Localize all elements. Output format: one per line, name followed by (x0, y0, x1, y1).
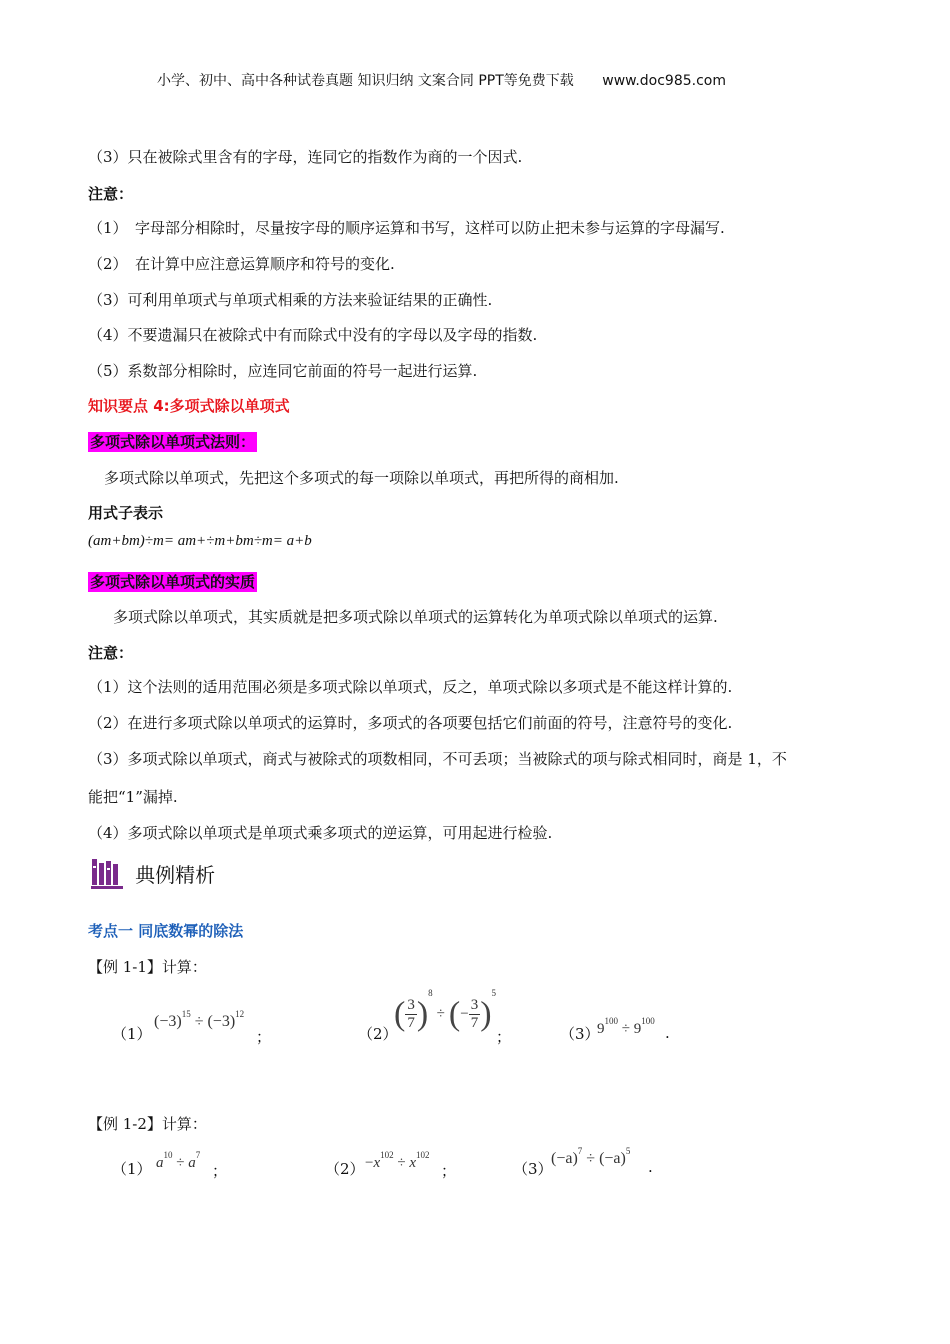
kaodian-1-title: 考点一 同底数幂的除法 (88, 922, 244, 940)
section-title: 典例精析 (135, 862, 216, 887)
point-3: （3）只在被除式里含有的字母，连同它的指数作为商的一个因式. (88, 148, 523, 166)
note2-item: （4）多项式除以单项式是单项式乘多项式的逆运算，可用起进行检验. (88, 824, 553, 842)
exponent: 7 (577, 1146, 583, 1156)
ex2-expr-3: $(-a)^7 \div (-a)^5$ (551, 1146, 631, 1167)
exponent: 12 (235, 1009, 245, 1019)
note1-item: （4）不要遗漏只在被除式中有而除式中没有的字母以及字母的指数. (88, 326, 538, 344)
separator: ； (496, 1028, 512, 1046)
example-1-1-label: 【例 1-1】计算： (88, 958, 207, 976)
note2-title: 注意： (88, 644, 134, 662)
ex1-expr-1 (154, 1009, 244, 1031)
ex2-index-2: （2） (325, 1160, 365, 1178)
note2-item: 能把“1”漏掉. (88, 788, 178, 806)
exponent: 102 (416, 1150, 430, 1160)
exponent: 15 (181, 1009, 191, 1019)
note1-item: （2） 在计算中应注意运算顺序和符号的变化. (88, 255, 395, 273)
header-site: www.doc985.com (602, 73, 726, 89)
rule-label-text: 多项式除以单项式法则： (90, 433, 256, 451)
separator: ； (256, 1028, 272, 1046)
header-text: 小学、初中、高中各种试卷真题 知识归纳 文案合同 PPT等免费下载 (157, 73, 574, 89)
divide-sign: ÷ (194, 1013, 204, 1030)
books-icon (90, 856, 126, 890)
ex2-index-1: （1） (112, 1160, 152, 1178)
rule-label (88, 431, 257, 452)
ex1-expr-2: ( $\frac{3}{7}$ )$^8$ ÷ (− $\frac{3}{7}$ )$^5$ (394, 988, 497, 1033)
terminator: . (648, 1158, 653, 1176)
divide-sign: ÷ (586, 1150, 596, 1167)
divide-sign: ÷ (436, 1005, 445, 1022)
ex2-expr-2: $-x^{102} \div x^{102}$ (365, 1150, 430, 1171)
exponent: 5 (491, 988, 497, 998)
ex1-expr-3: $9^{100} \div 9^{100}$ (597, 1016, 655, 1037)
ex1-index-1: （1） (112, 1025, 152, 1043)
base: (−3) (154, 1013, 182, 1030)
exponent: 100 (604, 1016, 618, 1026)
fraction: $\frac{3}{7}$ (470, 996, 479, 1031)
separator: ； (441, 1162, 457, 1180)
exponent: 102 (380, 1150, 394, 1160)
ex1-index-2: （2） (358, 1025, 398, 1043)
note2-item: （2）在进行多项式除以单项式的运算时，多项式的各项要包括它们前面的符号，注意符号的变化. (88, 714, 733, 732)
ex2-expr-1: $a^{10} \div a^7$ (156, 1150, 201, 1171)
exponent: 5 (625, 1146, 631, 1156)
fraction: $\frac{3}{7}$ (407, 996, 415, 1031)
exponent: 100 (641, 1016, 655, 1026)
rule-text: 多项式除以单项式，先把这个多项式的每一项除以单项式，再把所得的商相加. (104, 469, 619, 487)
essence-label-text: 多项式除以单项式的实质 (90, 573, 256, 591)
base: (−3) (207, 1013, 236, 1030)
terminator: . (665, 1024, 670, 1042)
exponent: 8 (428, 988, 433, 998)
formula: (am+bm)÷m= am+÷m+bm÷m= a+b (88, 533, 312, 549)
note1-item: （3）可利用单项式与单项式相乘的方法来验证结果的正确性. (88, 291, 493, 309)
note1-item: （1） 字母部分相除时，尽量按字母的顺序运算和书写，这样可以防止把未参与运算的字母漏写. (88, 219, 725, 237)
note2-item: （3）多项式除以单项式，商式与被除式的项数相同，不可丢项；当被除式的项与除式相同时，商是 1，不 (88, 750, 787, 768)
note1-title: 注意： (88, 185, 134, 203)
formula-label: 用式子表示 (88, 504, 164, 522)
divide-sign: ÷ (176, 1155, 185, 1171)
knowledge-point-4-title: 知识要点 4:多项式除以单项式 (88, 397, 290, 415)
ex2-index-3: （3） (513, 1160, 553, 1178)
ex1-index-3: （3） (560, 1025, 600, 1043)
divide-sign: ÷ (621, 1021, 630, 1037)
minus-sign: − (460, 1005, 469, 1022)
divide-sign: ÷ (397, 1155, 406, 1171)
note1-item: （5）系数部分相除时，应连同它前面的符号一起进行运算. (88, 362, 478, 380)
essence-label (88, 571, 257, 592)
page-header (157, 70, 726, 90)
separator: ； (212, 1162, 228, 1180)
section-heading (90, 856, 215, 890)
exponent: 10 (163, 1150, 173, 1160)
example-1-2-label: 【例 1-2】计算： (88, 1115, 207, 1133)
note2-item: （1）这个法则的适用范围必须是多项式除以单项式，反之，单项式除以多项式是不能这样计算的. (88, 678, 733, 696)
essence-text: 多项式除以单项式，其实质就是把多项式除以单项式的运算转化为单项式除以单项式的运算. (113, 608, 718, 626)
exponent: 7 (195, 1150, 201, 1160)
